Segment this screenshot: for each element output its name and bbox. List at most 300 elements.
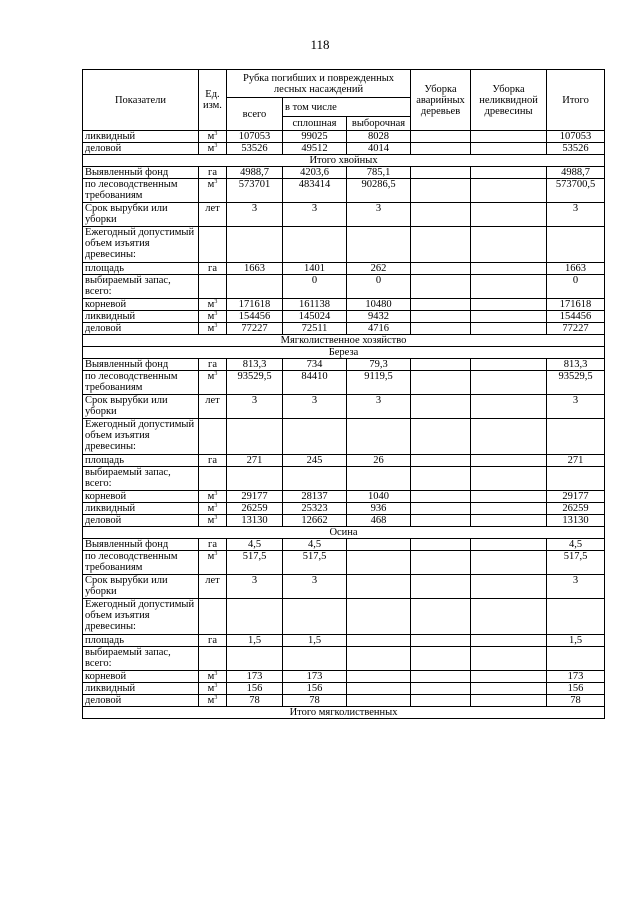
value-cell (347, 695, 411, 707)
value-cell (411, 143, 471, 155)
unit-text: м (207, 551, 215, 562)
value-cell: 8028 (347, 131, 411, 143)
table-row (83, 503, 605, 515)
value-cell: 3 (283, 395, 347, 419)
value-cell: 3 (547, 575, 605, 599)
row-label: площадь (83, 455, 199, 467)
value-cell (411, 551, 471, 575)
value-cell: 785,1 (347, 167, 411, 179)
value-cell (411, 635, 471, 647)
section-row (83, 527, 605, 539)
unit-superscript: 3 (214, 131, 218, 137)
row-unit (199, 275, 227, 299)
value-cell (471, 311, 547, 323)
value-cell (411, 203, 471, 227)
page-number: 118 (310, 37, 330, 52)
row-label: деловой (83, 515, 199, 527)
value-cell (471, 263, 547, 275)
unit-text: м (207, 515, 215, 526)
unit-superscript: 3 (214, 311, 218, 317)
value-cell (347, 467, 411, 491)
value-cell: 3 (283, 203, 347, 227)
value-cell: 10480 (347, 299, 411, 311)
table-row (83, 647, 605, 671)
row-label: Срок вырубки или уборки (83, 395, 199, 419)
value-cell: 1,5 (227, 635, 283, 647)
header-total-felling: всего (227, 98, 283, 131)
value-cell (347, 635, 411, 647)
value-cell: 813,3 (547, 359, 605, 371)
header-felling: Рубка погибших и поврежденных лесных насаждений (227, 70, 411, 98)
row-label: по лесоводственным требованиям (83, 179, 199, 203)
value-cell (471, 515, 547, 527)
row-unit (199, 503, 227, 515)
value-cell (283, 419, 347, 455)
table-row (83, 311, 605, 323)
unit-text: м (207, 323, 215, 334)
header-illiquid: Уборка неликвидной древесины (471, 70, 547, 131)
table-row (83, 143, 605, 155)
value-cell: 77227 (547, 323, 605, 335)
value-cell: 90286,5 (347, 179, 411, 203)
value-cell (411, 455, 471, 467)
table-row (83, 371, 605, 395)
unit-text: га (208, 263, 217, 274)
table-row (83, 275, 605, 299)
row-label: Выявленный фонд (83, 167, 199, 179)
value-cell: 3 (347, 395, 411, 419)
unit-superscript: 3 (214, 491, 218, 497)
value-cell: 154456 (547, 311, 605, 323)
unit-text: лет (205, 395, 220, 406)
value-cell (347, 683, 411, 695)
value-cell: 3 (227, 203, 283, 227)
value-cell: 84410 (283, 371, 347, 395)
value-cell: 9119,5 (347, 371, 411, 395)
value-cell (471, 503, 547, 515)
value-cell: 78 (227, 695, 283, 707)
table-row (83, 635, 605, 647)
value-cell: 9432 (347, 311, 411, 323)
header-selective: выборочная (347, 117, 411, 131)
value-cell: 93529,5 (547, 371, 605, 395)
value-cell: 3 (547, 203, 605, 227)
header-clear: сплошная (283, 117, 347, 131)
value-cell (411, 227, 471, 263)
value-cell: 156 (227, 683, 283, 695)
value-cell: 29177 (547, 491, 605, 503)
value-cell: 3 (283, 575, 347, 599)
table-row (83, 179, 605, 203)
value-cell: 99025 (283, 131, 347, 143)
table-row (83, 599, 605, 635)
section-title: Береза (83, 347, 605, 359)
value-cell (547, 419, 605, 455)
value-cell (471, 371, 547, 395)
value-cell: 813,3 (227, 359, 283, 371)
row-unit (199, 551, 227, 575)
unit-text: м (207, 503, 215, 514)
value-cell: 53526 (227, 143, 283, 155)
row-label: площадь (83, 263, 199, 275)
unit-text: м (207, 179, 215, 190)
row-unit (199, 395, 227, 419)
row-label: корневой (83, 671, 199, 683)
value-cell (547, 647, 605, 671)
row-unit (199, 131, 227, 143)
value-cell (347, 419, 411, 455)
value-cell: 154456 (227, 311, 283, 323)
row-unit (199, 575, 227, 599)
value-cell (411, 467, 471, 491)
unit-text: м (207, 131, 215, 142)
value-cell: 28137 (283, 491, 347, 503)
value-cell (471, 227, 547, 263)
row-label: Выявленный фонд (83, 359, 199, 371)
value-cell (411, 695, 471, 707)
value-cell (411, 371, 471, 395)
value-cell: 271 (547, 455, 605, 467)
value-cell (411, 275, 471, 299)
value-cell: 517,5 (227, 551, 283, 575)
value-cell (471, 671, 547, 683)
forest-felling-table (82, 69, 605, 719)
value-cell (547, 599, 605, 635)
value-cell (411, 515, 471, 527)
row-unit (199, 683, 227, 695)
value-cell (471, 359, 547, 371)
row-label: по лесоводственным требованиям (83, 551, 199, 575)
unit-superscript: 3 (214, 299, 218, 305)
table-row (83, 263, 605, 275)
value-cell (471, 419, 547, 455)
value-cell (227, 227, 283, 263)
row-label: Выявленный фонд (83, 539, 199, 551)
value-cell: 1401 (283, 263, 347, 275)
value-cell (471, 395, 547, 419)
value-cell (471, 647, 547, 671)
row-label: Срок вырубки или уборки (83, 575, 199, 599)
unit-superscript: 3 (214, 179, 218, 185)
value-cell (411, 647, 471, 671)
value-cell (471, 203, 547, 227)
table-row (83, 515, 605, 527)
row-unit (199, 539, 227, 551)
unit-text: м (207, 299, 215, 310)
value-cell: 78 (283, 695, 347, 707)
value-cell: 3 (227, 575, 283, 599)
value-cell (411, 419, 471, 455)
unit-text: м (207, 143, 215, 154)
value-cell (471, 455, 547, 467)
row-unit (199, 491, 227, 503)
table-body (83, 70, 605, 719)
value-cell: 145024 (283, 311, 347, 323)
table-row (83, 167, 605, 179)
row-unit (199, 203, 227, 227)
header-sum: Итого (547, 70, 605, 131)
unit-superscript: 3 (214, 503, 218, 509)
unit-text: лет (205, 203, 220, 214)
value-cell: 245 (283, 455, 347, 467)
value-cell (547, 227, 605, 263)
table-row (83, 359, 605, 371)
value-cell (471, 575, 547, 599)
value-cell: 13130 (227, 515, 283, 527)
value-cell (471, 167, 547, 179)
row-label: по лесоводственным требованиям (83, 371, 199, 395)
table-row (83, 131, 605, 143)
unit-superscript: 3 (214, 551, 218, 557)
value-cell: 156 (547, 683, 605, 695)
value-cell: 173 (547, 671, 605, 683)
unit-superscript: 3 (214, 683, 218, 689)
table-row (83, 575, 605, 599)
value-cell (347, 647, 411, 671)
row-unit (199, 311, 227, 323)
row-unit (199, 359, 227, 371)
row-unit (199, 299, 227, 311)
unit-text: га (208, 167, 217, 178)
value-cell: 262 (347, 263, 411, 275)
row-label: выбираемый запас, всего: (83, 647, 199, 671)
value-cell (227, 599, 283, 635)
value-cell: 25323 (283, 503, 347, 515)
table-row (83, 323, 605, 335)
section-title: Итого мягколиственных (83, 707, 605, 719)
value-cell (347, 671, 411, 683)
table-row (83, 227, 605, 263)
value-cell: 0 (283, 275, 347, 299)
header-including: в том числе (283, 98, 411, 117)
unit-text: га (208, 635, 217, 646)
value-cell (411, 539, 471, 551)
value-cell: 573701 (227, 179, 283, 203)
value-cell (283, 599, 347, 635)
table-row (83, 203, 605, 227)
row-label: деловой (83, 143, 199, 155)
value-cell: 1663 (547, 263, 605, 275)
value-cell: 1663 (227, 263, 283, 275)
value-cell (471, 299, 547, 311)
row-label: площадь (83, 635, 199, 647)
value-cell (227, 647, 283, 671)
section-row (83, 335, 605, 347)
value-cell (471, 143, 547, 155)
value-cell (411, 395, 471, 419)
value-cell: 107053 (547, 131, 605, 143)
value-cell (411, 263, 471, 275)
value-cell: 53526 (547, 143, 605, 155)
table-row (83, 671, 605, 683)
value-cell (471, 179, 547, 203)
value-cell (411, 131, 471, 143)
value-cell (411, 323, 471, 335)
value-cell (547, 467, 605, 491)
value-cell (471, 551, 547, 575)
unit-text: м (207, 371, 215, 382)
section-title: Итого хвойных (83, 155, 605, 167)
value-cell (227, 275, 283, 299)
value-cell: 4,5 (547, 539, 605, 551)
value-cell (471, 275, 547, 299)
value-cell: 12662 (283, 515, 347, 527)
row-unit (199, 227, 227, 263)
value-cell: 3 (347, 203, 411, 227)
value-cell: 517,5 (547, 551, 605, 575)
unit-text: м (207, 683, 215, 694)
unit-superscript: 3 (214, 515, 218, 521)
value-cell: 468 (347, 515, 411, 527)
value-cell (347, 599, 411, 635)
row-label: Ежегодный допустимый объем изъятия древесины: (83, 419, 199, 455)
row-unit (199, 671, 227, 683)
value-cell (471, 323, 547, 335)
row-label: ликвидный (83, 683, 199, 695)
unit-text: лет (205, 575, 220, 586)
unit-superscript: 3 (214, 143, 218, 149)
table-row (83, 419, 605, 455)
section-row (83, 155, 605, 167)
row-label: Срок вырубки или уборки (83, 203, 199, 227)
value-cell: 26 (347, 455, 411, 467)
value-cell (471, 599, 547, 635)
value-cell: 156 (283, 683, 347, 695)
value-cell: 171618 (227, 299, 283, 311)
value-cell: 1,5 (547, 635, 605, 647)
table-row (83, 683, 605, 695)
value-cell (283, 647, 347, 671)
value-cell: 26259 (547, 503, 605, 515)
value-cell: 4988,7 (547, 167, 605, 179)
value-cell (471, 635, 547, 647)
unit-text: м (207, 491, 215, 502)
value-cell: 4203,6 (283, 167, 347, 179)
unit-text: га (208, 455, 217, 466)
value-cell: 483414 (283, 179, 347, 203)
row-unit (199, 647, 227, 671)
table-row (83, 539, 605, 551)
row-unit (199, 179, 227, 203)
value-cell (411, 491, 471, 503)
value-cell: 734 (283, 359, 347, 371)
value-cell: 573700,5 (547, 179, 605, 203)
value-cell (283, 227, 347, 263)
unit-text: м (207, 695, 215, 706)
value-cell (227, 467, 283, 491)
value-cell: 0 (547, 275, 605, 299)
value-cell: 3 (547, 395, 605, 419)
value-cell (471, 539, 547, 551)
table-row (83, 695, 605, 707)
value-cell (227, 419, 283, 455)
unit-text: га (208, 539, 217, 550)
value-cell (411, 575, 471, 599)
value-cell: 4014 (347, 143, 411, 155)
value-cell: 4716 (347, 323, 411, 335)
row-unit (199, 419, 227, 455)
row-label: Ежегодный допустимый объем изъятия древесины: (83, 599, 199, 635)
value-cell: 936 (347, 503, 411, 515)
value-cell: 1040 (347, 491, 411, 503)
row-label: деловой (83, 695, 199, 707)
value-cell: 161138 (283, 299, 347, 311)
value-cell: 3 (227, 395, 283, 419)
row-label: Ежегодный допустимый объем изъятия древесины: (83, 227, 199, 263)
section-title: Осина (83, 527, 605, 539)
header-unit: Ед. изм. (199, 70, 227, 131)
value-cell (347, 227, 411, 263)
row-unit (199, 263, 227, 275)
value-cell (471, 695, 547, 707)
value-cell: 4,5 (283, 539, 347, 551)
row-unit (199, 599, 227, 635)
row-unit (199, 467, 227, 491)
row-unit (199, 371, 227, 395)
value-cell (471, 467, 547, 491)
table-row (83, 491, 605, 503)
value-cell (411, 179, 471, 203)
value-cell (283, 467, 347, 491)
value-cell: 49512 (283, 143, 347, 155)
value-cell (347, 575, 411, 599)
row-label: деловой (83, 323, 199, 335)
value-cell (471, 131, 547, 143)
value-cell: 93529,5 (227, 371, 283, 395)
row-label: выбираемый запас, всего: (83, 275, 199, 299)
value-cell: 517,5 (283, 551, 347, 575)
table-row (83, 551, 605, 575)
unit-superscript: 3 (214, 371, 218, 377)
value-cell: 171618 (547, 299, 605, 311)
unit-superscript: 3 (214, 671, 218, 677)
value-cell: 107053 (227, 131, 283, 143)
value-cell: 173 (227, 671, 283, 683)
section-row (83, 707, 605, 719)
table-row (83, 455, 605, 467)
unit-superscript: 3 (214, 695, 218, 701)
row-label: ликвидный (83, 311, 199, 323)
table-row (83, 299, 605, 311)
value-cell (347, 539, 411, 551)
value-cell (411, 503, 471, 515)
value-cell: 173 (283, 671, 347, 683)
header-emergency: Уборка аварийных деревьев (411, 70, 471, 131)
row-label: корневой (83, 491, 199, 503)
row-label: ликвидный (83, 503, 199, 515)
unit-text: м (207, 671, 215, 682)
header-indicator: Показатели (83, 70, 199, 131)
section-row (83, 347, 605, 359)
row-unit (199, 323, 227, 335)
value-cell: 29177 (227, 491, 283, 503)
row-unit (199, 143, 227, 155)
value-cell: 271 (227, 455, 283, 467)
row-label: корневой (83, 299, 199, 311)
row-unit (199, 167, 227, 179)
row-unit (199, 695, 227, 707)
row-unit (199, 455, 227, 467)
value-cell (411, 683, 471, 695)
value-cell: 4988,7 (227, 167, 283, 179)
table-row (83, 395, 605, 419)
section-title: Мягколиственное хозяйство (83, 335, 605, 347)
value-cell: 4,5 (227, 539, 283, 551)
value-cell: 13130 (547, 515, 605, 527)
value-cell: 72511 (283, 323, 347, 335)
value-cell: 1,5 (283, 635, 347, 647)
value-cell (411, 299, 471, 311)
